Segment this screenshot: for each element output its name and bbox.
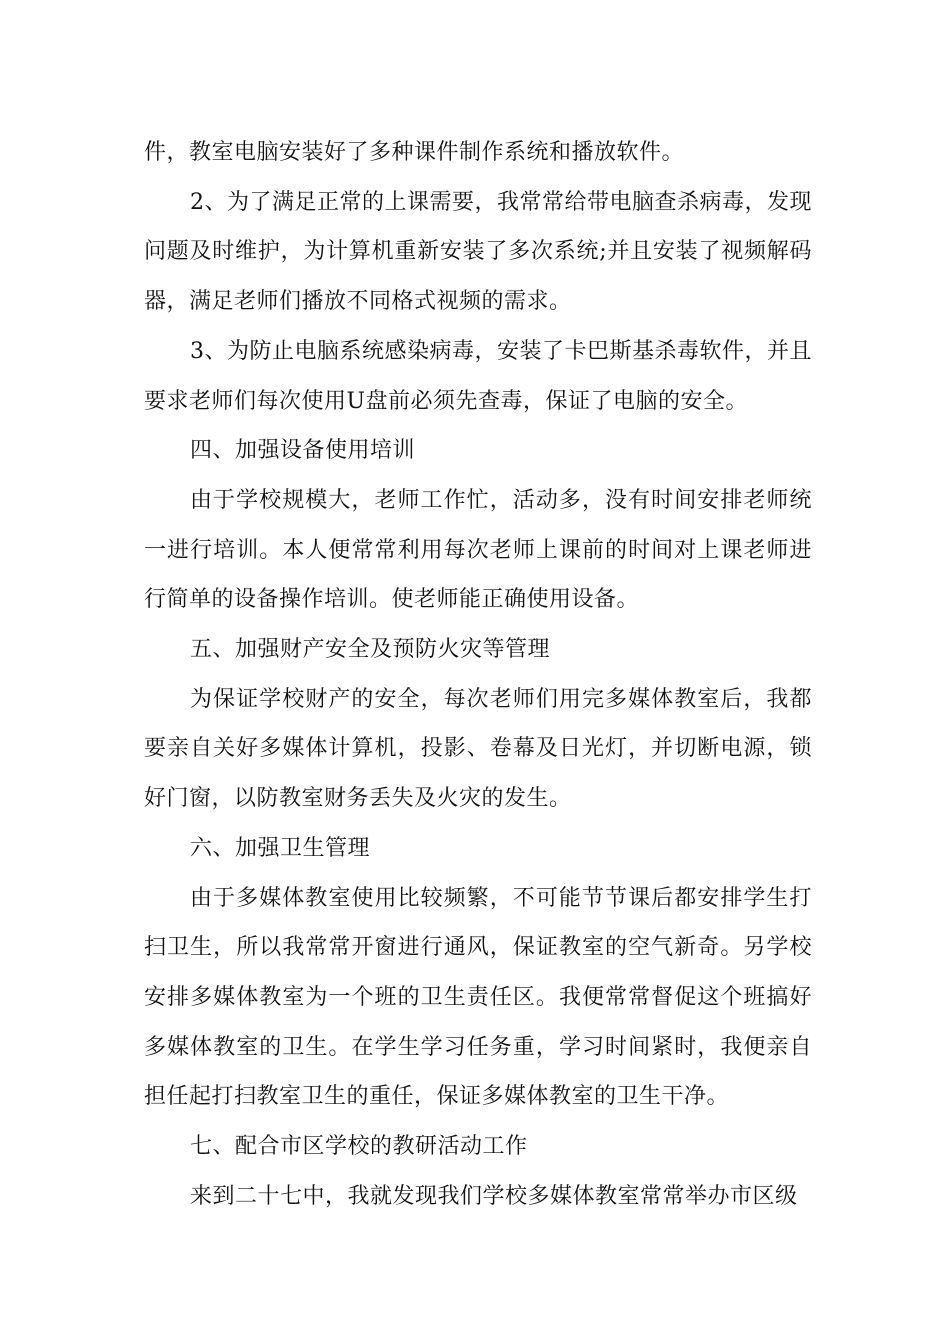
section-heading-5: 五、加强财产安全及预防火灾等管理 bbox=[190, 637, 551, 663]
paragraph-hygiene: 由于多媒体教室使用比较频繁，不可能节节课后都安排学生打扫卫生，所以我常常开窗进行通风，保证教室的空气新奇。另学校安排多媒体教室为一个班的卫生责任区。我便常常督促这个班搞好多媒体教室的卫生。在学生学习任务重，学习时间紧时，我便亲自担任起打扫教室卫生的重任，保证多媒体教室的卫生干净。 bbox=[144, 885, 812, 1110]
section-heading-7: 七、配合市区学校的教研活动工作 bbox=[190, 1134, 528, 1160]
section-heading-6: 六、加强卫生管理 bbox=[190, 835, 371, 861]
paragraph-safety: 为保证学校财产的安全，每次老师们用完多媒体教室后，我都要亲自关好多媒体计算机，投影、卷幕及日光灯，并切断电源，锁好门窗，以防教室财务丢失及火灾的发生。 bbox=[144, 686, 812, 812]
paragraph-continuation: 件，教室电脑安装好了多种课件制作系统和播放软件。 bbox=[144, 140, 685, 165]
document-body bbox=[144, 128, 812, 1221]
section-heading-4: 四、加强设备使用培训 bbox=[190, 438, 416, 464]
paragraph-item-3: 3、为防止电脑系统感染病毒，安装了卡巴斯基杀毒软件，并且要求老师们每次使用U盘前必须先查毒，保证了电脑的安全。 bbox=[144, 338, 812, 414]
paragraph-research: 来到二十七中，我就发现我们学校多媒体教室常常举办市区级 bbox=[190, 1183, 798, 1209]
paragraph-training: 由于学校规模大，老师工作忙，活动多，没有时间安排老师统一进行培训。本人便常常利用每次老师上课前的时间对上课老师进行简单的设备操作培训。使老师能正确使用设备。 bbox=[144, 487, 812, 613]
paragraph-item-2: 2、为了满足正常的上课需要，我常常给带电脑查杀病毒，发现问题及时维护，为计算机重新安装了多次系统;并且安装了视频解码器，满足老师们播放不同格式视频的需求。 bbox=[144, 189, 812, 315]
